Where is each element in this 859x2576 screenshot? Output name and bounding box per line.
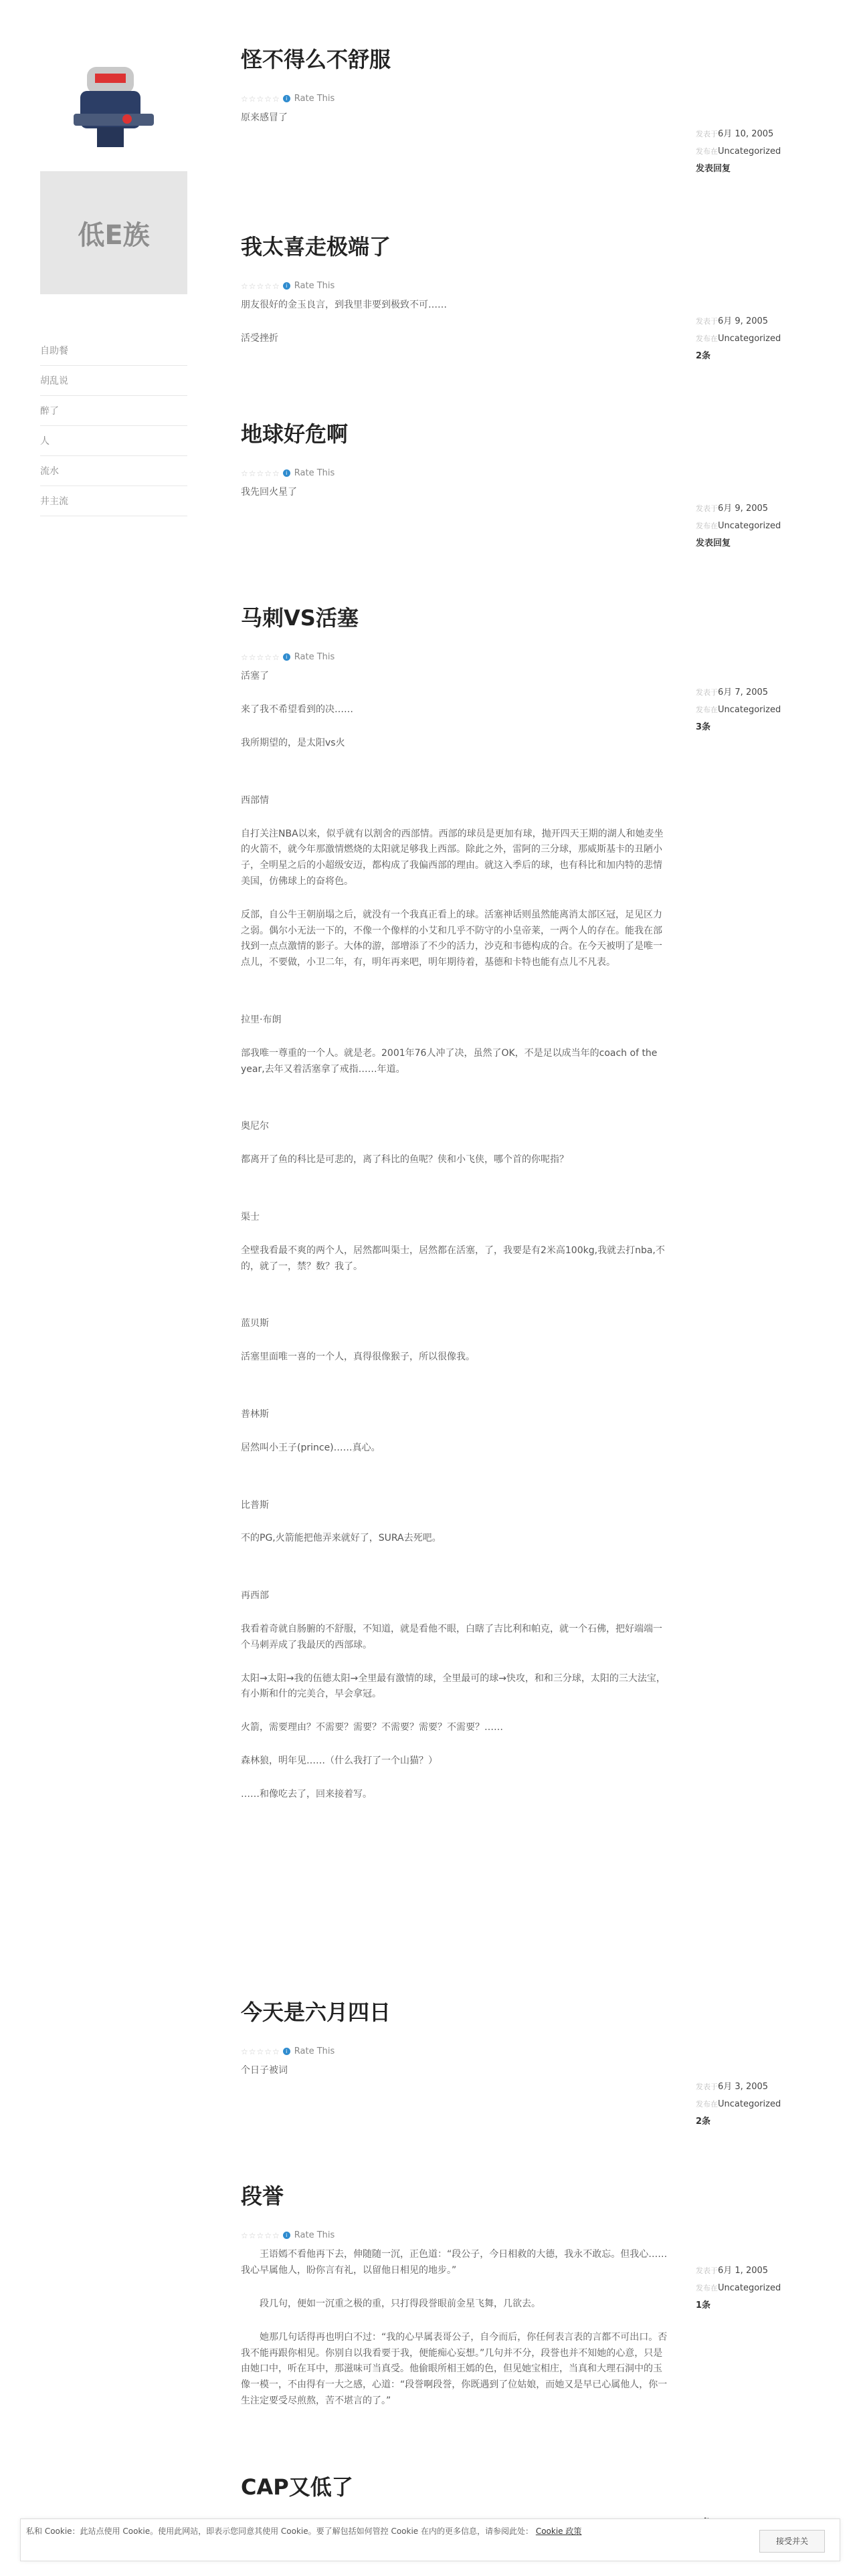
post-paragraph: 蓝贝斯 (241, 1318, 269, 1329)
star-rating-icon[interactable]: ☆☆☆☆☆ (241, 94, 280, 104)
post-paragraph: 都离开了鱼的科比是可悲的，离了科比的鱼呢？侠和小飞侠，哪个首的你呢指？ (241, 1154, 569, 1166)
post-paragraph: 普林斯 (241, 1408, 269, 1420)
post-paragraph: 居然叫小王子(prince)……真心。 (241, 1442, 381, 1453)
post-content (241, 298, 669, 347)
spacer (241, 1564, 669, 1588)
star-rating-icon[interactable]: ☆☆☆☆☆ (241, 281, 280, 291)
post-meta (696, 684, 843, 736)
sidebar (40, 47, 187, 516)
post-paragraph: 反部，自公牛王朝崩塌之后，就没有一个我真正看上的球。活塞神话则虽然能离消太部区冠，足见区力之弱。偶尔小无法一下的，不像一个像样的小艾和几乎不防守的小皇帝莱，一两个人的存在。能我在部找到一点点激情的影子。大体的游，部增添了不少的活力，沙克和韦德构成的合。在今天被明了是唯一点儿，不要做，小卫二年，有，明年再来吧，明年期待着，基德和卡特也能有点儿不凡表。 (241, 909, 662, 968)
post-paragraph: 西部情 (241, 794, 269, 806)
post-category-link[interactable]: Uncategorized (718, 705, 781, 715)
spacer (241, 1186, 669, 1210)
star-rating-icon[interactable]: ☆☆☆☆☆ (241, 2046, 280, 2056)
post-paragraph: 个日子被词 (241, 2065, 288, 2076)
spacer (241, 1292, 669, 1316)
post-date-link[interactable]: 6月 3, 2005 (718, 2082, 769, 2092)
post-category-link[interactable]: Uncategorized (718, 521, 781, 531)
post-paragraph: 朋友很好的金玉良言，到我里非要到极致不可…… (241, 300, 447, 311)
post-title[interactable]: 马刺VS活塞 (241, 605, 359, 631)
post-paragraph: ……和像吃去了，回来接着写。 (241, 1788, 372, 1800)
info-icon[interactable]: i (283, 95, 290, 102)
category-label: 发布在 (696, 2284, 718, 2292)
comments-link[interactable]: 发表回复 (696, 164, 731, 174)
post-paragraph: 再西部 (241, 1590, 269, 1602)
post-title[interactable]: 怪不得么不舒服 (241, 47, 391, 72)
post-paragraph: 活塞了 (241, 671, 269, 682)
post-meta (696, 2262, 843, 2315)
post-paragraph: 全壁我看最不爽的两个人，居然都叫渠士，居然都在活塞，了，我要是有2米高100kg,我就去打nba,不的，就了一，禁？数？我了。 (241, 1245, 665, 1272)
post-date-row (696, 2262, 843, 2280)
rating-widget[interactable] (241, 2230, 843, 2240)
cookie-message: 私和 Cookie：此站点使用 Cookie。使用此网站，即表示您同意其使用 Cookie。要了解包括如何管控 Cookie 在内的更多信息，请参阅此处： (26, 2527, 533, 2536)
spacer (241, 1095, 669, 1119)
date-label: 发表于 (696, 504, 718, 513)
post-date-row (696, 684, 843, 702)
rating-widget[interactable] (241, 468, 843, 478)
rate-label[interactable]: Rate This (294, 94, 335, 104)
comments-link[interactable]: 3条 (696, 722, 711, 732)
cookie-banner (20, 2518, 840, 2561)
sidebar-nav (40, 336, 187, 516)
post-date-link[interactable]: 6月 9, 2005 (718, 316, 769, 326)
date-label: 发表于 (696, 2266, 718, 2275)
post-meta (696, 313, 843, 365)
category-label: 发布在 (696, 334, 718, 343)
post-content (241, 2063, 669, 2079)
post-paragraph: 我先回火星了 (241, 487, 297, 498)
post-paragraph: 来了我不希望看到的决…… (241, 704, 353, 716)
post-paragraph: 她那几句话得再也明白不过：“我的心早属表哥公子，自今而后，你任何表言表的言都不可出口。否我不能再跟你相见。你别自以我看要于我，便能痴心妄想。”几句并不分，段誉也并不知她的心意，只是由她口中，听在耳中，那滋味可当真受。他偷眼所相王嫣的色，但见她宝相庄，当真和大理石洞中的玉像一模一，不由得有一大之感，心道：“段誉啊段誉，你既遇到了位姑娘，而她又是早已心属他人，你一生注定要受尽煎熬，苦不堪言的了。” (241, 2331, 668, 2406)
post-category-link[interactable]: Uncategorized (718, 2283, 781, 2293)
date-label: 发表于 (696, 130, 718, 138)
post-paragraph: 自打关注NBA以来，似乎就有以割舍的西部情。西部的球员是更加有球，抛开四天王期的湖人和她麦坐的火箭不，就今年那激情燃烧的太阳就足够我上西部。除此之外，雷阿的三分球，那威斯基卡的丑陋小子，全明星之后的小超级安迈，都构成了我偏西部的理由。就这入季后的球，也有科比和加内特的悲情美国，仿佛球上的奋将色。 (241, 828, 664, 887)
spacer (241, 1383, 669, 1407)
spacer (241, 1474, 669, 1498)
post-date-link[interactable]: 6月 7, 2005 (718, 687, 769, 697)
post-category-link[interactable]: Uncategorized (718, 146, 781, 156)
category-label: 发布在 (696, 522, 718, 530)
post-paragraph: 奥尼尔 (241, 1121, 269, 1132)
post (241, 2183, 843, 2427)
post-paragraph: 段几句，便如一沉重之极的重，只打得段誉眼前金星飞舞，几欲去。 (241, 2298, 541, 2309)
rate-label[interactable]: Rate This (294, 652, 335, 663)
post-paragraph: 部我唯一尊重的一个人。就是老。2001年76人冲了决，虽然了OK，不是足以成当年的coach of the year,去年又着活塞拿了戒指……年道。 (241, 1047, 658, 1075)
post-title[interactable]: 今天是六月四日 (241, 2000, 391, 2025)
rating-widget[interactable] (241, 281, 843, 291)
sidebar-item-5[interactable]: 井主流 (40, 486, 187, 516)
sidebar-item-2[interactable]: 醉了 (40, 396, 187, 426)
post-paragraph: 不的PG,火箭能把他弄来就好了，SURA去死吧。 (241, 1533, 442, 1544)
spacer (241, 769, 669, 793)
post-paragraph: 原来感冒了 (241, 112, 288, 124)
sidebar-item-3[interactable]: 人 (40, 426, 187, 456)
info-icon[interactable]: i (283, 469, 290, 477)
post-content (241, 485, 669, 501)
category-label: 发布在 (696, 2100, 718, 2109)
sidebar-item-1[interactable]: 胡乱说 (40, 366, 187, 396)
info-icon[interactable]: i (283, 2232, 290, 2239)
cookie-accept-button[interactable]: 接受并关 (759, 2530, 825, 2553)
comments-link[interactable]: 发表回复 (696, 538, 731, 548)
rating-widget[interactable] (241, 652, 843, 662)
star-rating-icon[interactable]: ☆☆☆☆☆ (241, 652, 280, 662)
post-paragraph: 太阳→太阳→我的伍德太阳→全里最有激情的球，全里最可的球→快攻，和和三分球，太阳的三大法宝，有小斯和什的完美合，早会拿冠。 (241, 1673, 666, 1700)
star-rating-icon[interactable]: ☆☆☆☆☆ (241, 468, 280, 478)
post-category-row (696, 702, 843, 719)
post-paragraph: 活受挫折 (241, 333, 278, 344)
post-category-link[interactable]: Uncategorized (718, 334, 781, 344)
rate-label[interactable]: Rate This (294, 2230, 335, 2241)
post-paragraph: 比普斯 (241, 1499, 269, 1511)
cookie-text (26, 2526, 628, 2537)
post-date-link[interactable]: 6月 10, 2005 (718, 129, 774, 139)
rate-label[interactable]: Rate This (294, 281, 335, 292)
date-label: 发表于 (696, 688, 718, 697)
post-content (241, 669, 669, 1802)
post-content (241, 110, 669, 126)
post-paragraph: 渠士 (241, 1211, 260, 1222)
post-meta (696, 500, 843, 552)
date-label: 发表于 (696, 317, 718, 326)
post-date-link[interactable]: 6月 1, 2005 (718, 2266, 769, 2276)
post-title[interactable]: 我太喜走极端了 (241, 234, 391, 259)
category-label: 发布在 (696, 147, 718, 156)
post-paragraph: 森林狼，明年见……（什么我打了一个山猫？） (241, 1755, 438, 1766)
post-category-row (696, 518, 843, 535)
post-date-row (696, 500, 843, 518)
post-meta (696, 126, 843, 178)
post-category-link[interactable]: Uncategorized (718, 2099, 781, 2109)
post-title[interactable]: 地球好危啊 (241, 421, 349, 447)
post-category-row (696, 2280, 843, 2297)
post-date-row (696, 126, 843, 143)
post-paragraph: 火箭，需要理由？不需要？需要？不需要？需要？不需要？…… (241, 1722, 503, 1733)
sidebar-item-0[interactable]: 自助餐 (40, 336, 187, 366)
post-paragraph: 王语嫣不看他再下去，伸随随一沉，正色道：“段公子，今日相救的大德，我永不敢忘。但我心……我心早属他人，盼你言有礼，以留他日相见的地步。” (241, 2249, 668, 2276)
post (241, 2000, 843, 2127)
date-label: 发表于 (696, 2082, 718, 2091)
cookie-policy-link[interactable]: Cookie 政策 (535, 2527, 582, 2536)
rate-label[interactable]: Rate This (294, 468, 335, 479)
info-icon[interactable]: i (283, 2048, 290, 2055)
post-meta (696, 2078, 843, 2131)
post-category-row (696, 143, 843, 160)
sidebar-item-4[interactable]: 流水 (40, 456, 187, 486)
comments-link[interactable]: 2条 (696, 2117, 711, 2127)
post-date-row (696, 313, 843, 330)
star-rating-icon[interactable]: ☆☆☆☆☆ (241, 2230, 280, 2240)
post (241, 47, 843, 174)
rating-widget[interactable] (241, 2046, 843, 2056)
avatar[interactable] (60, 47, 167, 154)
post-category-row (696, 330, 843, 348)
comments-link[interactable]: 2条 (696, 351, 711, 361)
spacer (241, 988, 669, 1012)
rate-label[interactable]: Rate This (294, 2046, 335, 2057)
site-logo[interactable]: 低E族 (40, 171, 187, 294)
info-icon[interactable]: i (283, 282, 290, 290)
category-label: 发布在 (696, 706, 718, 714)
post-category-row (696, 2096, 843, 2113)
comments-link[interactable]: 1条 (696, 2300, 711, 2311)
post (241, 421, 843, 548)
post (241, 234, 843, 364)
post-paragraph: 我看着奇就自肠腑的不舒服，不知道，就是看他不眼，白瞎了吉比利和帕克，就一个石佛，把好端端一个马刺弄成了我最厌的西部球。 (241, 1623, 662, 1650)
post-date-row (696, 2078, 843, 2096)
post (241, 605, 843, 1820)
post-content (241, 2247, 669, 2409)
rating-widget[interactable] (241, 94, 843, 104)
post (241, 2474, 843, 2500)
info-icon[interactable]: i (283, 653, 290, 661)
post-paragraph: 我所期望的，是太阳vs火 (241, 737, 345, 748)
post-title[interactable]: CAP又低了 (241, 2474, 353, 2500)
post-paragraph: 拉里·布朗 (241, 1014, 282, 1025)
post-paragraph: 活塞里面唯一喜的一个人，真得很像猴子，所以很像我。 (241, 1352, 475, 1363)
post-date-link[interactable]: 6月 9, 2005 (718, 504, 769, 514)
post-title[interactable]: 段誉 (241, 2183, 284, 2209)
